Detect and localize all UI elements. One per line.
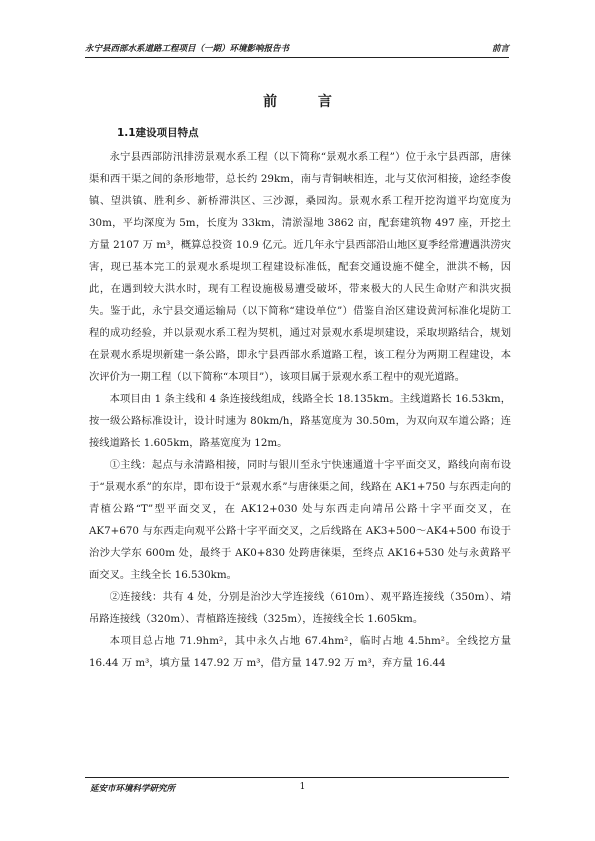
paragraph-main-line: ①主线：起点与永清路相接，同时与银川至永宁快速通道十字平面交叉，路线向南布设于“景观水系”的东岸，即布设于“景观水系”与唐徕渠之间，线路在 AK1+750 与东西走向的青植公路“T”型平面交叉，在 AK12+030 处与东西走向靖吊公路十字平面交叉，在 AK7+670 与东西走向观平公路十字平面交叉，之后线路在 AK3+500～AK4+500 布设于治沙大学东 600m 处，最终于 AK0+830 处跨唐徕渠，至终点 AK16+530 处与永黄路平面交叉。主线全长 16.530km。 xyxy=(89,459,511,581)
section-heading: 1.1建设项目特点 xyxy=(117,127,199,139)
header-divider xyxy=(85,57,509,58)
footer-organization: 延安市环境科学研究所 xyxy=(90,784,176,794)
paragraph-route-summary: 本项目由 1 条主线和 4 条连接线组成，线路全长 18.135km。主线道路长 16.53km，按一级公路标准设计，设计时速为 80km/h，路基宽度为 30.50m，为双向双车道公路；连接线道路长 1.605km，路基宽度为 12m。 xyxy=(89,393,511,449)
paragraph-land-use: 本项目总占地 71.9hm²，其中永久占地 67.4hm²，临时占地 4.5hm²。全线挖方量 16.44 万 m³，填方量 147.92 万 m³，借方量 147.92 万 m³，弃方量 16.44 xyxy=(89,635,511,669)
header-document-title: 永宁县西部水系道路工程项目（一期）环境影响报告书 xyxy=(85,44,290,54)
body-text xyxy=(89,146,511,674)
page-number: 1 xyxy=(299,782,306,792)
page-title: 前 言 xyxy=(263,94,350,110)
paragraph-project-overview: 永宁县西部防汛排涝景观水系工程（以下简称“景观水系工程”）位于永宁县西部，唐徕渠和西干渠之间的条形地带，总长约 29km，南与青铜峡相连，北与艾依河相接，途经李俊镇、望洪镇、胜利乡、新桥滞洪区、三沙源，桑园沟。景观水系工程开挖沟道平均宽度为 30m，平均深度为 5m，长度为 33km，清淤湿地 3862 亩，配套建筑物 497 座，开挖土方量 2107 万 m³，概算总投资 10.9 亿元。近几年永宁县西部沿山地区夏季经常遭遇洪涝灾害，现已基本完工的景观水系堤坝工程建设标准低，配套交通设施不健全，泄洪不畅，因此，在遇到较大洪水时，现有工程设施极易遭受破坏，带来极大的人民生命财产和洪灾损失。鉴于此，永宁县交通运输局（以下简称“建设单位”）借鉴自治区建设黄河标准化堤防工程的成功经验，并以景观水系工程为契机，通过对景观水系堤坝建设，采取坝路结合，规划在景观水系堤坝新建一条公路，即永宁县西部水系道路工程，该工程分为两期工程建设，本次评价为一期工程（以下简称“本项目”），该项目属于景观水系工程中的观光道路。 xyxy=(89,151,511,383)
footer-divider xyxy=(85,777,509,778)
header-section-name: 前言 xyxy=(491,44,509,54)
page-header xyxy=(85,42,509,56)
footer-page-number-wrap xyxy=(0,782,595,792)
paragraph-connecting-lines: ②连接线：共有 4 处，分别是治沙大学连接线（610m）、观平路连接线（350m）、靖吊路连接线（320m）、青植路连接线（325m），连接线全长 1.605km。 xyxy=(89,591,511,625)
